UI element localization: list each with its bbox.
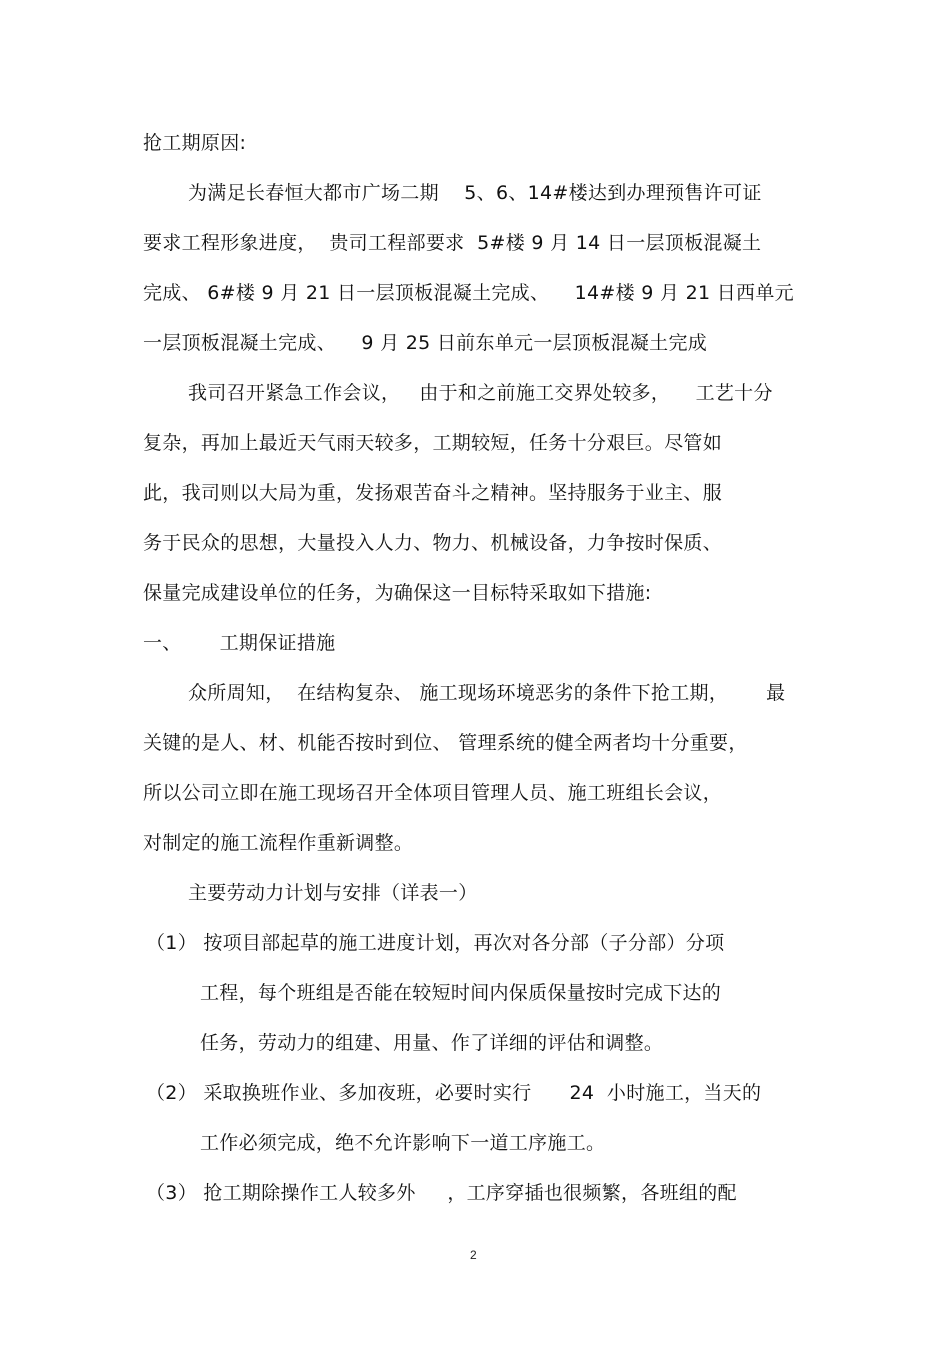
text-line: 要求工程形象进度， 贵司工程部要求 5#楼 9 月 14 日一层顶板混凝土	[143, 232, 762, 254]
text-line: 众所周知， 在结构复杂、 施工现场环境恶劣的条件下抢工期， 最	[188, 682, 786, 704]
text-line: 抢工期原因:	[143, 132, 247, 154]
text-line: 一层顶板混凝土完成、 9 月 25 日前东单元一层顶板混凝土完成	[143, 332, 708, 354]
list-item: （2） 采取换班作业、多加夜班，必要时实行 24 小时施工，当天的	[146, 1082, 762, 1104]
section-heading: 一、 工期保证措施	[143, 632, 336, 654]
text-line: 保量完成建设单位的任务，为确保这一目标特采取如下措施:	[143, 582, 652, 604]
text-line: 关键的是人、材、机能否按时到位、 管理系统的健全两者均十分重要，	[143, 732, 748, 754]
list-item-continuation: 任务，劳动力的组建、用量、作了详细的评估和调整。	[200, 1032, 664, 1054]
text-line: 所以公司立即在施工现场召开全体项目管理人员、施工班组长会议，	[143, 782, 723, 804]
text-line: 复杂，再加上最近天气雨天较多，工期较短，任务十分艰巨。尽管如	[143, 432, 723, 454]
text-line: 完成、 6#楼 9 月 21 日一层顶板混凝土完成、 14#楼 9 月 21 日西单元	[143, 282, 794, 304]
text-line: 我司召开紧急工作会议， 由于和之前施工交界处较多， 工艺十分	[188, 382, 773, 404]
page-number: 2	[470, 1248, 477, 1262]
subheading: 主要劳动力计划与安排（详表一）	[188, 882, 478, 904]
list-item: （1） 按项目部起草的施工进度计划，再次对各分部（子分部）分项	[146, 932, 725, 954]
text-line: 此，我司则以大局为重，发扬艰苦奋斗之精神。坚持服务于业主、服	[143, 482, 723, 504]
list-item-continuation: 工程，每个班组是否能在较短时间内保质保量按时完成下达的	[200, 982, 722, 1004]
list-item: （3） 抢工期除操作工人较多外 ，工序穿插也很频繁，各班组的配	[146, 1182, 737, 1204]
list-item-continuation: 工作必须完成，绝不允许影响下一道工序施工。	[200, 1132, 606, 1154]
text-line: 务于民众的思想，大量投入人力、物力、机械设备，力争按时保质、	[143, 532, 723, 554]
text-line: 为满足长春恒大都市广场二期 5、6、14#楼达到办理预售许可证	[188, 182, 762, 204]
text-line: 对制定的施工流程作重新调整。	[143, 832, 414, 854]
